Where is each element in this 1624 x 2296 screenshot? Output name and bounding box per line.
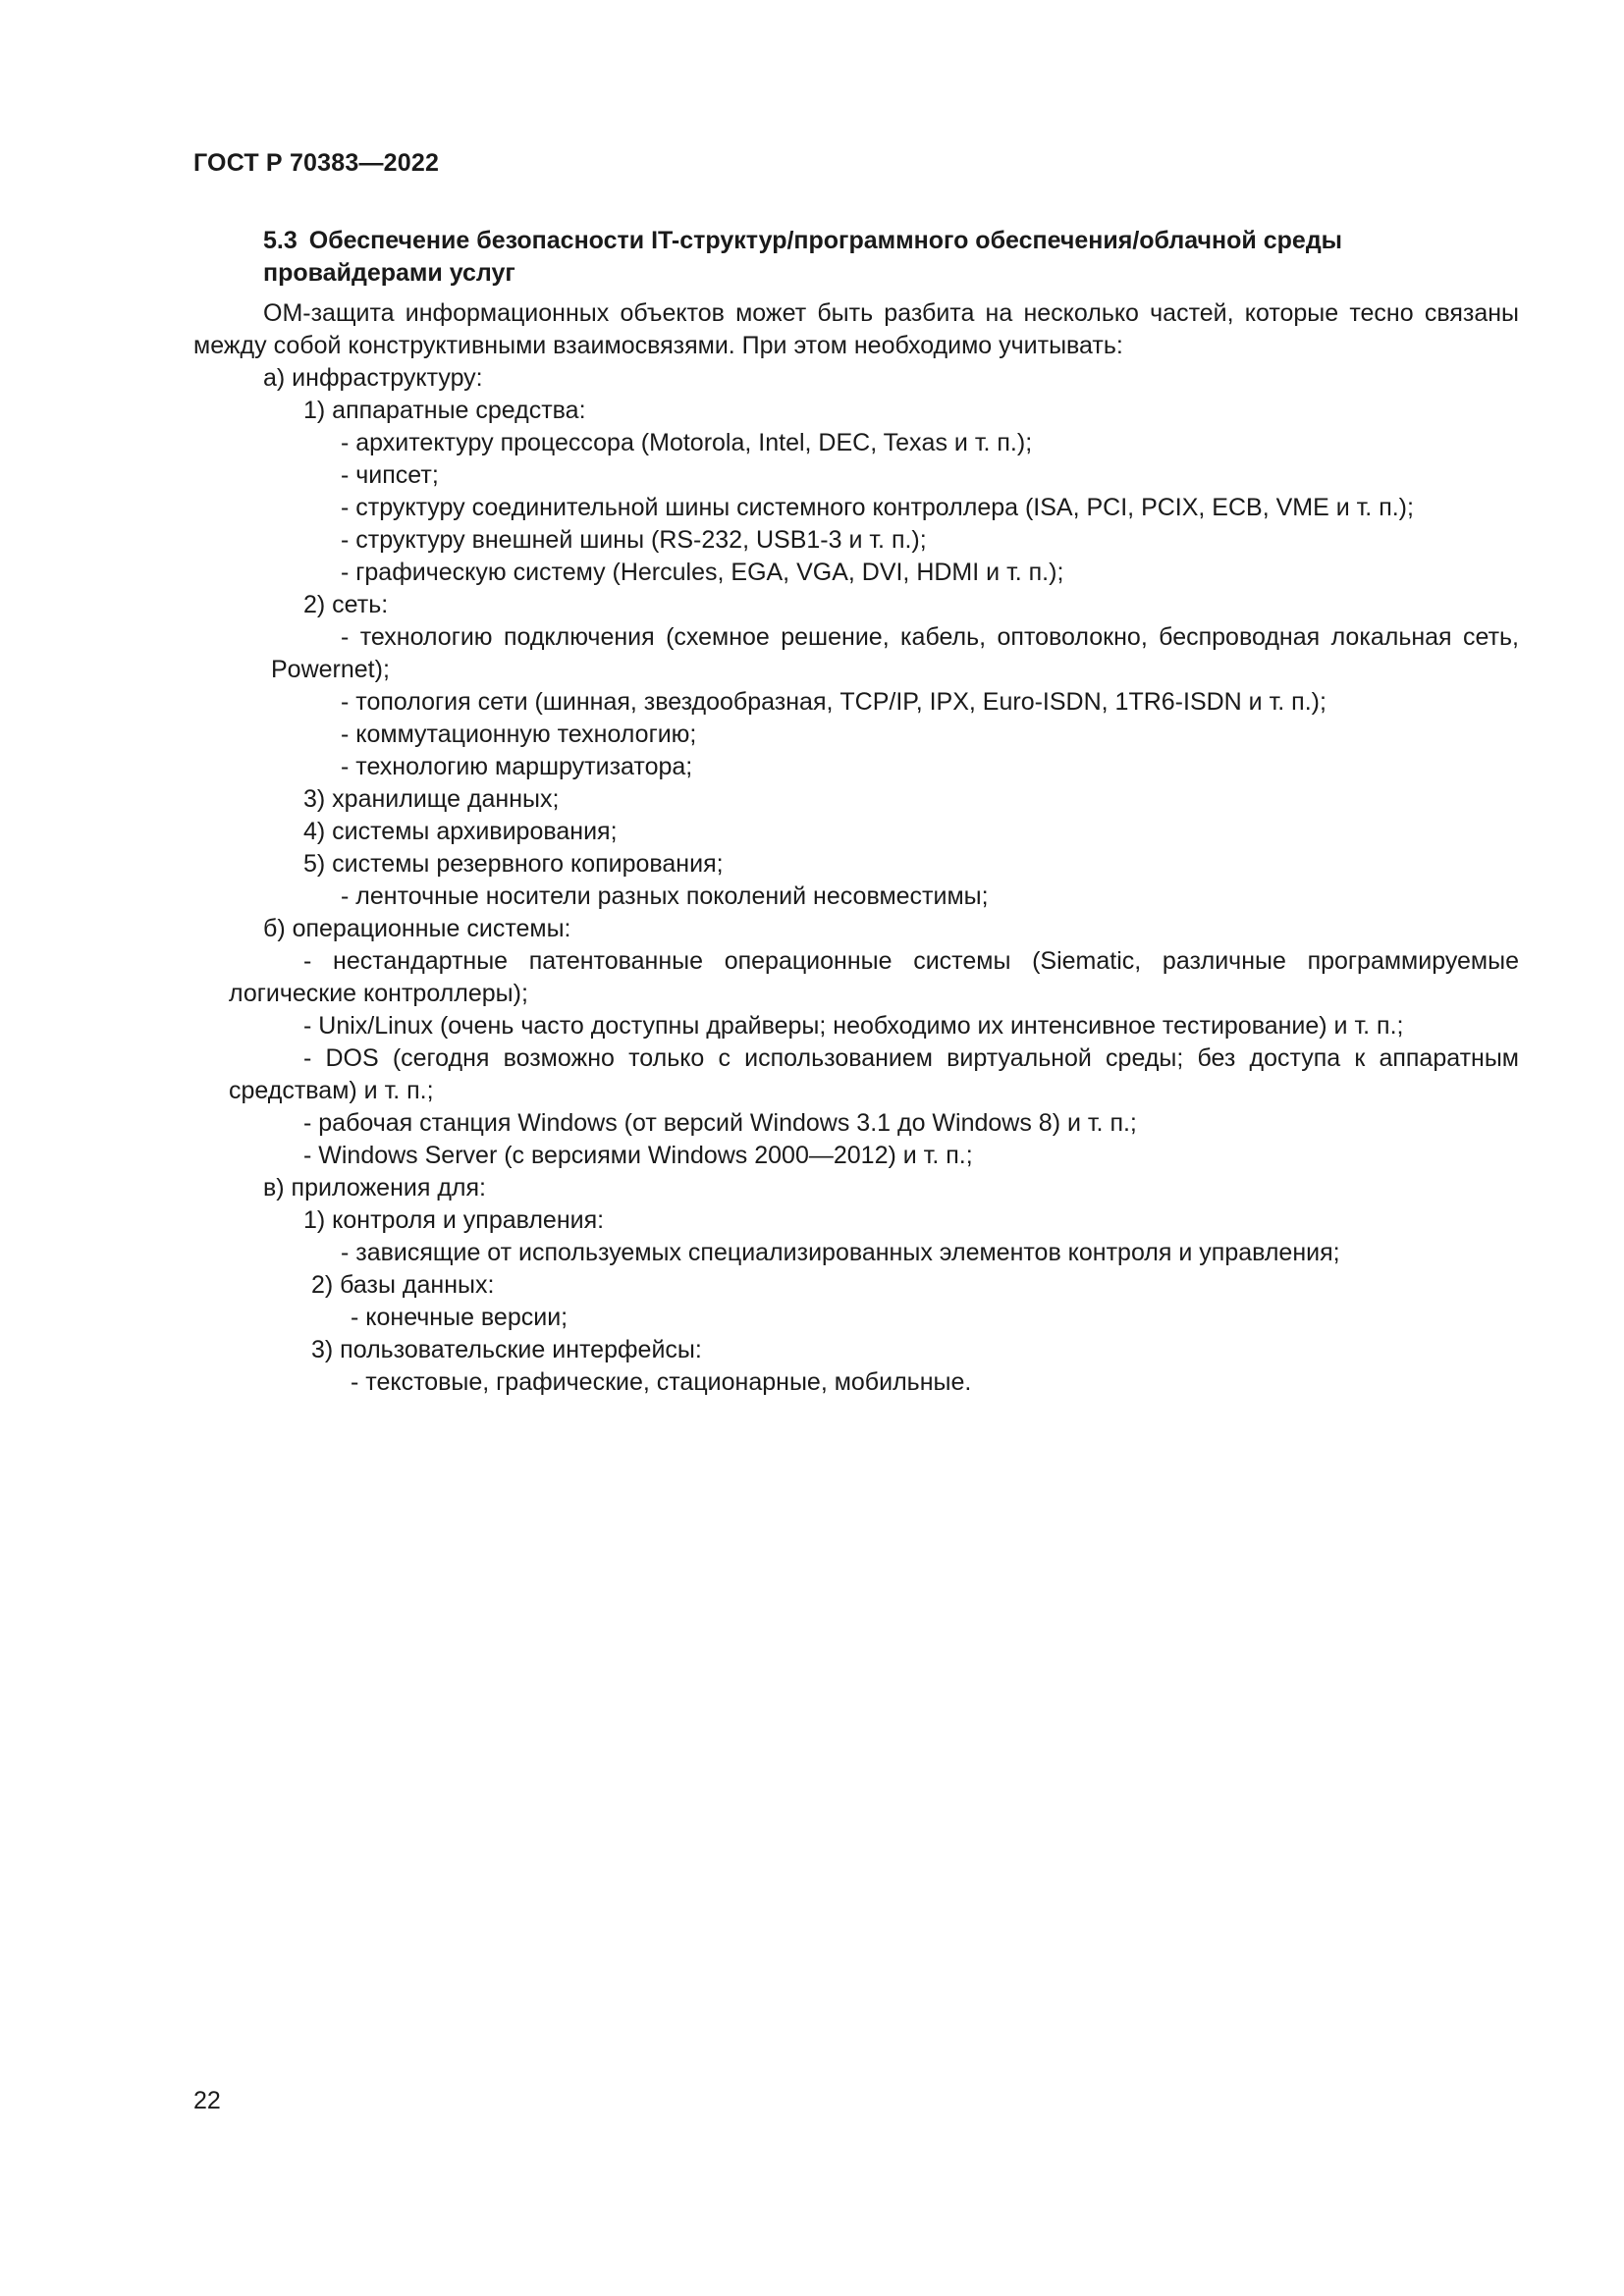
list-item-c2: 2) базы данных:: [311, 1271, 495, 1299]
list-item-c1: 1) контроля и управления:: [303, 1206, 605, 1234]
section-5-3: [193, 225, 1519, 1399]
standard-code-header: ГОСТ Р 70383—2022: [193, 149, 440, 177]
list-dash-a1-2: - чипсет;: [341, 461, 439, 489]
list-item-a3: 3) хранилище данных;: [303, 785, 560, 813]
list-dash-a2-4: - технологию маршрутизатора;: [341, 753, 693, 780]
list-dash-a2-2: - топология сети (шинная, звездообразная, TCP/IP, IPX, Euro-ISDN, 1TR6-ISDN и т. п.);: [341, 688, 1326, 716]
list-dash-c2-1: - конечные версии;: [351, 1304, 568, 1331]
list-item-c: в) приложения для:: [263, 1174, 486, 1201]
list-dash-a2-3: - коммутационную технологию;: [341, 721, 697, 748]
list-dash-c1-1: - зависящие от используемых специализированных элементов контроля и управления;: [341, 1239, 1340, 1266]
intro-paragraph: ОМ-защита информационных объектов может быть разбита на несколько частей, которые тесно связаны между собой конструктивными взаимосвязями. При этом необходимо учитывать:: [193, 299, 1519, 359]
section-number: 5.3: [263, 227, 298, 254]
list-dash-c3-1: - текстовые, графические, стационарные, мобильные.: [351, 1368, 972, 1396]
list-dash-a1-4: - структуру внешней шины (RS-232, USB1-3 и т. п.);: [341, 526, 927, 554]
list-item-a1: 1) аппаратные средства:: [303, 397, 586, 424]
page-number: 22: [193, 2087, 221, 2114]
list-dash-b-5: - Windows Server (с версиями Windows 2000—2012) и т. п.;: [303, 1142, 973, 1169]
list-dash-b-2: - Unix/Linux (очень часто доступны драйверы; необходимо их интенсивное тестирование) и т. п.;: [303, 1012, 1404, 1040]
list-dash-a1-5: - графическую систему (Hercules, EGA, VGA, DVI, HDMI и т. п.);: [341, 559, 1064, 586]
list-dash-b-4: - рабочая станция Windows (от версий Windows 3.1 до Windows 8) и т. п.;: [303, 1109, 1137, 1137]
list-item-b: б) операционные системы:: [263, 915, 571, 942]
list-item-a5: 5) системы резервного копирования;: [303, 850, 724, 878]
list-item-c3: 3) пользовательские интерфейсы:: [311, 1336, 702, 1363]
list-item-a4: 4) системы архивирования;: [303, 818, 618, 845]
list-dash-a1-1: - архитектуру процессора (Motorola, Intel, DEC, Texas и т. п.);: [341, 429, 1033, 456]
section-title-part1: Обеспечение безопасности IT-структур/программного обеспечения/облачной среды: [308, 227, 1343, 254]
section-heading-line2: провайдерами услуг: [263, 259, 515, 287]
list-dash-a2-1: - технологию подключения (схемное решение, кабель, оптоволокно, беспроводная локальная сеть, Powernet);: [271, 623, 1519, 683]
list-dash-b-1: - нестандартные патентованные операционные системы (Siematic, различные программируемые логические контроллеры);: [229, 947, 1519, 1007]
list-item-a: а) инфраструктуру:: [263, 364, 483, 392]
section-heading-line1: [263, 225, 1519, 257]
list-dash-a1-3: - структуру соединительной шины системного контроллера (ISA, PCI, PCIX, ECB, VME и т. п.);: [341, 494, 1414, 521]
section-heading: [193, 225, 1519, 290]
list-dash-b-3: - DOS (сегодня возможно только с использованием виртуальной среды; без доступа к аппаратным средствам) и т. п.;: [229, 1044, 1519, 1104]
list-dash-a5-1: - ленточные носители разных поколений несовместимы;: [341, 882, 989, 910]
list-item-a2: 2) сеть:: [303, 591, 389, 618]
